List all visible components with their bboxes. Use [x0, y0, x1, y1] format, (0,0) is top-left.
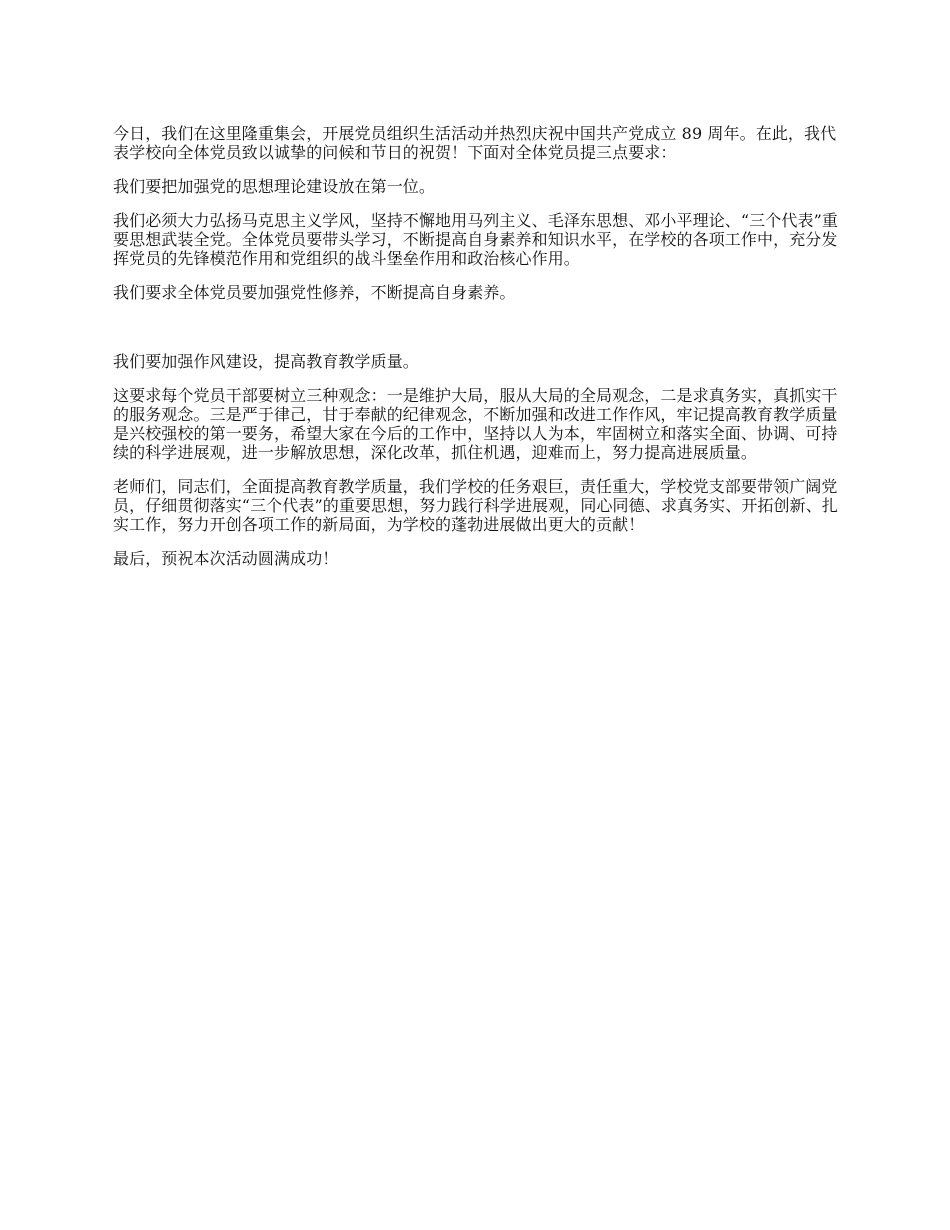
paragraph-requirement-2-heading: 我们要求全体党员要加强党性修养，不断提高自身素养。: [113, 283, 516, 302]
paragraph-requirement-3-heading: 我们要加强作风建设，提高教育教学质量。: [113, 352, 419, 371]
paragraph-requirement-1-body: 我们必须大力弘扬马克思主义学风，坚持不懈地用马列主义、毛泽东思想、邓小平理论、“三个代表”重要思想武装全党。全体党员要带头学习，不断提高自身素养和知识水平，在学校的各项工作中，充分发挥党员的先锋模范作用和党组织的战斗堡垒作用和政治核心作用。: [113, 211, 838, 268]
paragraph-closing: 最后，预祝本次活动圆满成功！: [113, 549, 339, 568]
paragraph-requirement-1-heading: 我们要把加强党的思想理论建设放在第一位。: [113, 177, 436, 196]
blank-line: [113, 317, 843, 352]
paragraph-call-to-action: 老师们，同志们，全面提高教育教学质量，我们学校的任务艰巨，责任重大，学校党支部要带领广阔党员，仔细贯彻落实“三个代表”的重要思想，努力践行科学进展观，同心同德、求真务实、开拓创新、扎实工作，努力开创各项工作的新局面，为学校的蓬勃进展做出更大的贡献！: [113, 477, 838, 534]
document-body: [113, 124, 843, 583]
paragraph-requirement-3-body: 这要求每个党员干部要树立三种观念：一是维护大局，服从大局的全局观念，二是求真务实，真抓实干的服务观念。三是严于律己，甘于奉献的纪律观念，不断加强和改进工作作风，牢记提高教育教学质量是兴校强校的第一要务，希望大家在今后的工作中，坚持以人为本，牢固树立和落实全面、协调、可持续的科学进展观，进一步解放思想，深化改革，抓住机遇，迎难而上，努力提高进展质量。: [113, 386, 838, 462]
paragraph-opening: 今日，我们在这里隆重集会，开展党员组织生活活动并热烈庆祝中国共产党成立 89 周年。在此，我代表学校向全体党员致以诚挚的问候和节日的祝贺！下面对全体党员提三点要求：: [113, 124, 837, 162]
